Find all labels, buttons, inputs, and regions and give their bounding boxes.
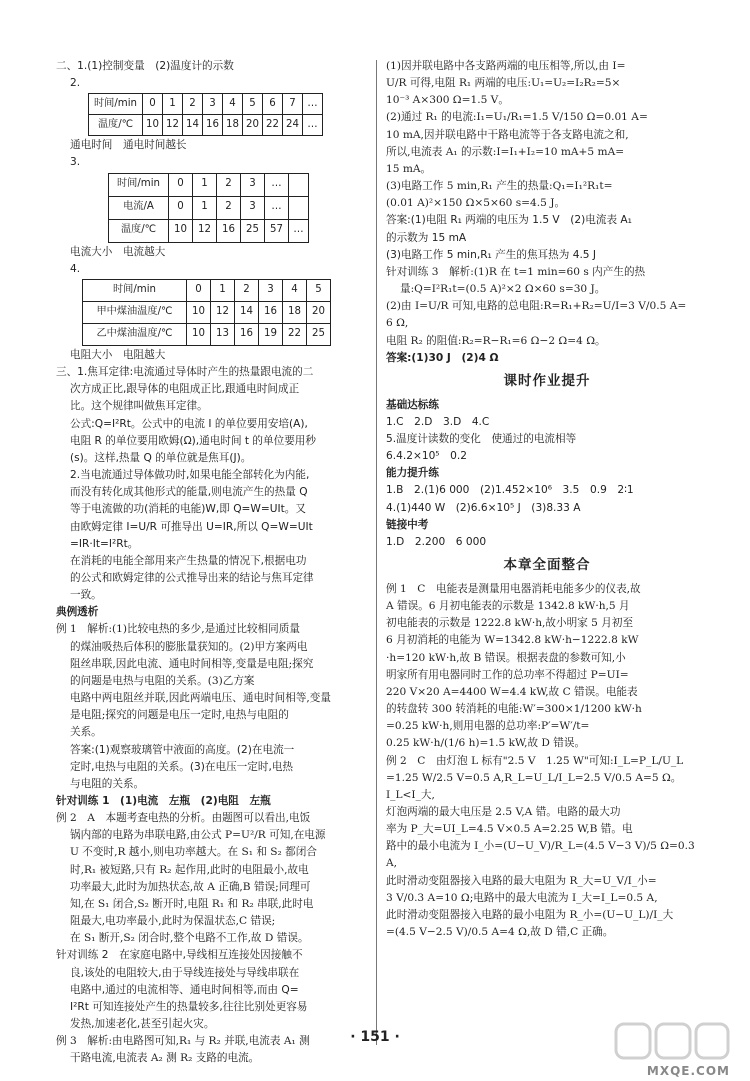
text-line: 功率最大,此时为加热状态,故 A 正确,B 错误;同理可 (70, 880, 311, 893)
exercise-line: 针对训练 3 解析:(1)R 在 t=1 min=60 s 内产生的热 (386, 265, 646, 278)
table-cell: 1 (163, 94, 183, 115)
table-cell (289, 196, 309, 219)
table-cell: 24 (283, 115, 303, 136)
text-line: 时,R₁ 被短路,只有 R₂ 起作用,此时的电阻最小,故电 (70, 863, 309, 876)
watermark-text: MXQE.COM (646, 1064, 730, 1078)
text-line: 3. (70, 156, 81, 169)
subsection-heading: 链接中考 (386, 518, 429, 531)
text-line: (3)电路工作 5 min,R₁ 产生的焦耳热为 4.5 J (386, 248, 597, 261)
table-cell: 13 (211, 323, 235, 345)
table-cell: 22 (263, 115, 283, 136)
text-line: ·h=120 kW·h,故 B 错误。根据表盘的参数可知,小 (386, 651, 626, 664)
table-cell: 电流/A (109, 196, 169, 219)
page-number: · 151 · (350, 1029, 400, 1045)
text-line: A 错误。6 月初电能表的示数是 1342.8 kW·h,5 月 (386, 600, 630, 613)
table-cell: 16 (203, 115, 223, 136)
text-line: 路中的最小电流为 I_小=(U−U_V)/R_L=(4.5 V−3 V)/5 Ω=0.3 A, (386, 840, 695, 870)
table-cell: 3 (203, 94, 223, 115)
current-temperature-table (108, 173, 309, 243)
text-line: 在 S₁ 断开,S₂ 闭合时,整个电路不工作,故 D 错误。 (70, 932, 309, 945)
table-cell: 25 (307, 323, 331, 345)
table-cell: 22 (283, 323, 307, 345)
text-line: =0.25 kW·h,则用电器的总功率:P′=W′/t= (386, 720, 590, 733)
table-cell: 57 (265, 219, 289, 242)
table-cell: 乙中煤油温度/℃ (83, 323, 187, 345)
answer-line: 答案:(1)电阻 R₁ 两端的电压为 1.5 V (2)电流表 A₁ (386, 214, 632, 227)
table-cell: 19 (259, 323, 283, 345)
text-line: 知,在 S₁ 闭合,S₂ 断开时,电阻 R₁ 和 R₂ 串联,此时电 (70, 897, 314, 910)
table-cell: 4 (223, 94, 243, 115)
table-cell: 12 (193, 219, 217, 242)
text-line: 次方成正比,跟导体的电阻成正比,跟通电时间成正 (70, 383, 300, 396)
table-cell: 18 (223, 115, 243, 136)
text-line: I²Rt 可知连接处产生的热量较多,往往比别处更容易 (70, 1000, 308, 1013)
text-line: 电阻 R₂ 的阻值:R₂=R−R₁=6 Ω−2 Ω=4 Ω。 (386, 334, 606, 347)
text-line: 2. (70, 77, 81, 90)
table-cell: 3 (259, 279, 283, 301)
text-line: 电路中,通过的电流相等、通电时间相等,而由 Q= (70, 983, 299, 996)
text-line: 0.25 kW·h/(1/6 h)=1.5 kW,故 D 错误。 (386, 737, 586, 750)
text-line: 是电阻;探究的问题是电压一定时,电热与电阻的 (70, 709, 289, 722)
section-title-chapter-review: 本章全面整合 (503, 557, 591, 574)
text-line: 的煤油吸热后体积的膨胀量获知的。(2)甲方案两电 (70, 640, 308, 653)
text-line: (2)由 I=U/R 可知,电路的总电阻:R=R₁+R₂=U/I=3 V/0.5 A= (386, 300, 687, 313)
section-heading: 典例透析 (56, 606, 99, 619)
subsection-heading: 基础达标练 (386, 398, 439, 411)
exercise-line: 针对训练 2 在家庭电路中,导线相互连接处因接触不 (56, 949, 303, 962)
text-line: 公式:Q=I²Rt。公式中的电流 I 的单位要用安培(A), (70, 417, 308, 430)
text-line: 发热,加速老化,甚至引起火灾。 (70, 1018, 215, 1031)
table-cell: 12 (163, 115, 183, 136)
time-temperature-table (88, 93, 323, 136)
text-line: 电阻大小 电阻越大 (70, 348, 166, 361)
table-row (83, 323, 331, 345)
table-cell: 0 (143, 94, 163, 115)
text-line: 10⁻³ A×300 Ω=1.5 V。 (386, 94, 509, 107)
table-cell: 18 (283, 301, 307, 323)
text-line: 所以,电流表 A₁ 的示数:I=I₁+I₂=10 mA+5 mA= (386, 145, 625, 158)
answer-line: 答案:(1)观察玻璃管中液面的高度。(2)在电流一 (70, 743, 295, 756)
text-line: 电路中两电阻丝并联,因此两端电压、通电时间相等,变量 (70, 692, 331, 705)
table-cell: 时间/min (89, 94, 143, 115)
text-line: 例 3 解析:由电路图可知,R₁ 与 R₂ 并联,电流表 A₁ 测 (56, 1035, 310, 1048)
table-cell: 16 (235, 323, 259, 345)
text-line: 比。这个规律叫做焦耳定律。 (70, 400, 208, 413)
text-line: 4.(1)440 W (2)6.6×10⁵ J (3)8.33 A (386, 501, 581, 514)
table-cell: 2 (235, 279, 259, 301)
text-line: 10 mA,因并联电路中干路电流等于各支路电流之和, (386, 128, 629, 141)
text-line: (s)。这样,热量 Q 的单位就是焦耳(J)。 (70, 451, 252, 464)
text-line: 通电时间 通电时间越长 (70, 139, 187, 152)
text-line: 6 Ω, (386, 317, 409, 330)
text-line: 良,该处的电阻较大,由于导线连接处与导线串联在 (70, 966, 300, 979)
text-line: 例 1 解析:(1)比较电热的多少,是通过比较相同质量 (56, 623, 300, 636)
text-line: 等于电流做的功(消耗的电能)W,即 Q=W=UIt。又 (70, 503, 306, 516)
text-line: 5.温度计读数的变化 使通过的电流相等 (386, 432, 577, 445)
text-line: 6 月初消耗的电能为 W=1342.8 kW·h−1222.8 kW (386, 634, 639, 647)
table-cell: 20 (307, 301, 331, 323)
text-line: 的转盘转 300 转消耗的电能:W′=300×1/1200 kW·h (386, 703, 642, 716)
table-cell: … (265, 173, 289, 196)
text-line: 在消耗的电能全部用来产生热量的情况下,根据电功 (70, 554, 307, 567)
table-cell: 0 (187, 279, 211, 301)
text-line: 量:Q=I²R₁t=(0.5 A)²×2 Ω×60 s=30 J。 (400, 283, 606, 296)
text-line: 4. (70, 262, 81, 275)
table-cell: 14 (235, 301, 259, 323)
table-cell: 甲中煤油温度/℃ (83, 301, 187, 323)
text-line: U 不变时,R 越小,则电功率越大。在 S₁ 和 S₂ 都闭合 (70, 846, 317, 859)
table-cell: 3 (241, 173, 265, 196)
table-row (109, 173, 309, 196)
text-line: 1.D 2.200 6 000 (386, 535, 487, 548)
table-cell: 12 (211, 301, 235, 323)
table-cell: 温度/℃ (89, 115, 143, 136)
table-row (83, 301, 331, 323)
text-line: 二、1.(1)控制变量 (2)温度计的示数 (56, 60, 234, 72)
text-line: 6.4.2×10⁵ 0.2 (386, 450, 467, 463)
text-line: 定时,电热与电阻的关系。(3)在电压一定时,电热 (70, 760, 294, 773)
text-line: 与电阻的关系。 (70, 777, 145, 790)
table-cell: 时间/min (83, 279, 187, 301)
table-cell: 1 (211, 279, 235, 301)
column-divider (376, 60, 377, 1045)
table-cell: 10 (169, 219, 193, 242)
table-cell: 0 (169, 173, 193, 196)
table-cell: 温度/℃ (109, 219, 169, 242)
section-title-homework: 课时作业提升 (503, 372, 591, 389)
text-line: 电流大小 电流越大 (70, 245, 166, 258)
text-line: 关系。 (70, 726, 102, 739)
text-line: 1.C 2.D 3.D 4.C (386, 415, 490, 428)
right-column (386, 58, 708, 941)
table-cell: 2 (183, 94, 203, 115)
text-line: 明家所有用电器同时工作的总功率不得超过 P=UI= (386, 668, 629, 681)
table-cell: 7 (283, 94, 303, 115)
text-line: 例 2 C 由灯泡 L 标有"2.5 V 1.25 W"可知:I_L=P_L/U_L (386, 754, 684, 767)
table-cell: 2 (217, 173, 241, 196)
exercise-line: 针对训练 1 (1)电流 左瓶 (2)电阻 左瓶 (56, 795, 271, 807)
text-line: 此时滑动变阻器接入电路的最小电阻为 R_小=(U−U_L)/I_大 (386, 908, 674, 921)
text-line: 率为 P_大=UI_L=4.5 V×0.5 A=2.25 W,B 错。电 (386, 823, 633, 836)
text-line: 阻丝串联,因此电流、通电时间相等,变量是电阻;探究 (70, 657, 314, 670)
table-cell: 10 (187, 301, 211, 323)
table-row (89, 94, 323, 115)
table-cell: … (303, 115, 323, 136)
text-line: 此时滑动变阻器接入电路的最大电阻为 R_大=U_V/I_小= (386, 874, 657, 887)
text-line: 而没有转化成其他形式的能量,则电流产生的热量 Q (70, 486, 308, 499)
text-line: 阻最大,电功率最小,此时为保温状态,C 错误; (70, 915, 276, 928)
table-row (83, 279, 331, 301)
table-cell: … (265, 196, 289, 219)
text-line: 的问题是电热与电阻的关系。(3)乙方案 (70, 674, 255, 687)
text-line: 灯泡两端的最大电压是 2.5 V,A 错。电路的最大功 (386, 805, 621, 818)
text-line: 的示数为 15 mA (386, 231, 467, 244)
text-line: 由欧姆定律 I=U/R 可推导出 U=IR,所以 Q=W=UIt (70, 520, 313, 533)
table-row (109, 219, 309, 242)
text-line: (3)电路工作 5 min,R₁ 产生的热量:Q₁=I₁²R₁t= (386, 180, 613, 193)
text-line: =(4.5 V−2.5 V)/0.5 A=4 Ω,故 D 错,C 正确。 (386, 926, 614, 939)
text-line: U/R 可得,电阻 R₁ 两端的电压:U₁=U₂=I₂R₂=5× (386, 77, 621, 90)
table-cell: 16 (217, 219, 241, 242)
table-cell: 4 (283, 279, 307, 301)
text-line: (1)因并联电路中各支路两端的电压相等,所以,由 I= (386, 60, 626, 72)
text-line: 15 mA。 (386, 162, 432, 175)
table-cell: 25 (241, 219, 265, 242)
table-cell: … (303, 94, 323, 115)
text-line: 的公式和欧姆定律的公式推导出来的结论与焦耳定律 (70, 571, 314, 584)
text-line: 干路电流,电流表 A₂ 测 R₂ 支路的电流。 (70, 1052, 260, 1065)
table-cell: 5 (243, 94, 263, 115)
text-line: 例 1 C 电能表是测量用电器消耗电能多少的仪表,故 (386, 582, 641, 595)
text-line: 三、1.焦耳定律:电流通过导体时产生的热量跟电流的二 (56, 366, 314, 379)
text-line: 初电能表的示数是 1222.8 kW·h,故小明家 5 月初至 (386, 617, 634, 630)
table-cell: 1 (193, 173, 217, 196)
table-cell: 14 (183, 115, 203, 136)
text-line: =1.25 W/2.5 V=0.5 A,R_L=U_L/I_L=2.5 V/0.5 A=5 Ω。I_L<I_大, (386, 771, 682, 801)
text-line: 3 V/0.3 A=10 Ω;电路中的最大电流为 I_大=I_L=0.5 A, (386, 891, 658, 904)
text-line: =IR·It=I²Rt。 (70, 537, 139, 550)
text-line: 锅内部的电路为串联电路,由公式 P=U²/R 可知,在电源 (70, 829, 326, 842)
table-cell (289, 173, 309, 196)
table-cell: 10 (187, 323, 211, 345)
table-row (89, 115, 323, 136)
text-line: 一致。 (70, 589, 102, 602)
table-cell: 时间/min (109, 173, 169, 196)
text-line: (2)通过 R₁ 的电流:I₁=U₁/R₁=1.5 V/150 Ω=0.01 A= (386, 111, 648, 124)
subsection-heading: 能力提升练 (386, 467, 439, 480)
left-column (56, 58, 366, 1068)
text-line: 220 V×20 A=4400 W=4.4 kW,故 C 错误。电能表 (386, 685, 638, 698)
text-line: 2.当电流通过导体做功时,如果电能全部转化为内能, (70, 469, 310, 482)
answer-line: 答案:(1)30 J (2)4 Ω (386, 351, 499, 364)
table-cell: 10 (143, 115, 163, 136)
table-row (109, 196, 309, 219)
text-line: (0.01 A)²×150 Ω×5×60 s=4.5 J。 (386, 197, 566, 210)
table-cell: 16 (259, 301, 283, 323)
text-line: 1.B 2.(1)6 000 (2)1.452×10⁶ 3.5 0.9 2∶1 (386, 484, 634, 497)
table-cell: 5 (307, 279, 331, 301)
table-cell: 2 (217, 196, 241, 219)
oil-temperature-table (82, 279, 331, 346)
table-cell: 0 (169, 196, 193, 219)
text-line: 例 2 A 本题考查电热的分析。由题图可以看出,电饭 (56, 812, 311, 825)
table-cell: 6 (263, 94, 283, 115)
table-cell: 3 (241, 196, 265, 219)
table-cell: 20 (243, 115, 263, 136)
text-line: 电阻 R 的单位要用欧姆(Ω),通电时间 t 的单位要用秒 (70, 434, 316, 447)
table-cell: … (289, 219, 309, 242)
table-cell: 1 (193, 196, 217, 219)
